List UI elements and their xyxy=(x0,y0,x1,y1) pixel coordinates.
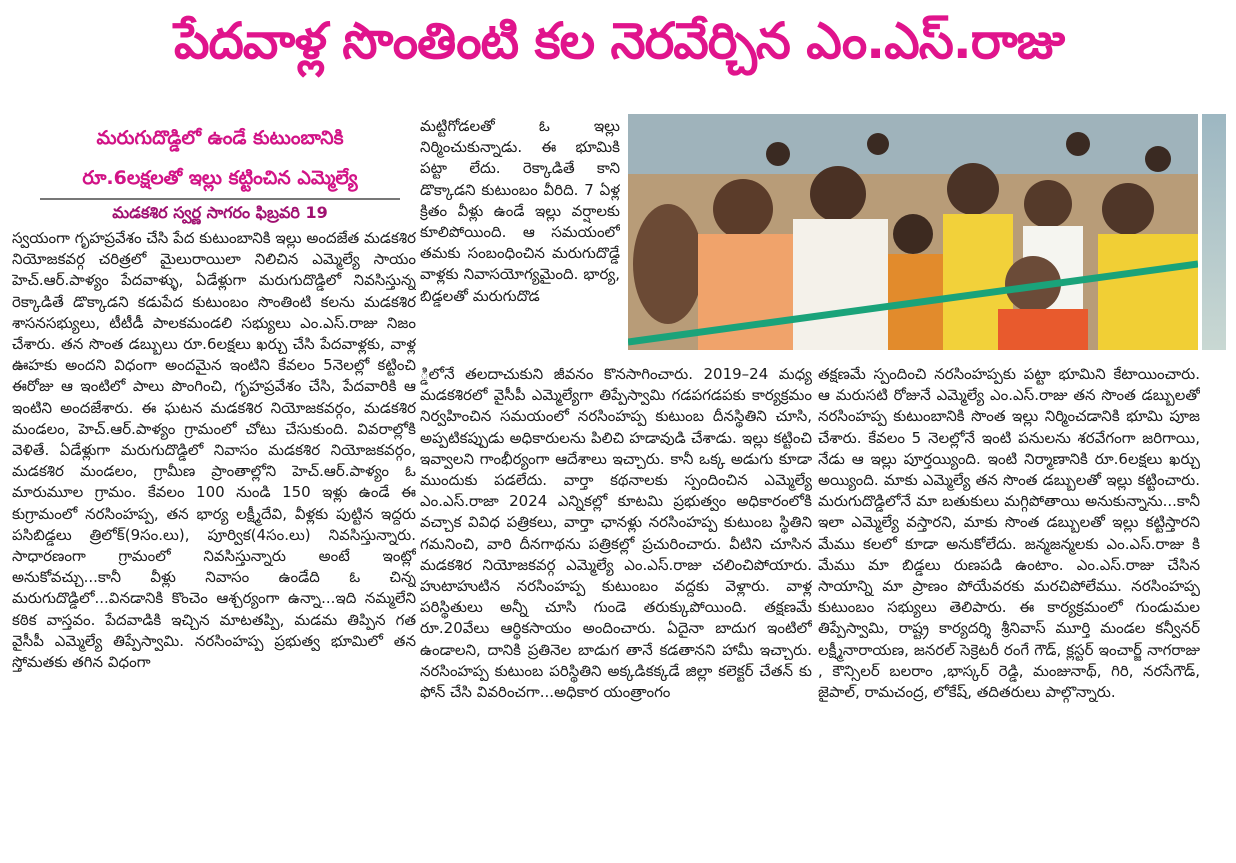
column-2-bottom-text: ్డిలోనే తలదాచుకుని జీవనం కొనసాగించారు. 2019–24 మధ్య మడకశిరలో వైసీపీ ఎమ్మెల్యేగా తిప్పేస్వామి గడపగడపకు కార్యక్రమం నిర్వహించిన సమయంలో నరసింహప్ప కుటుంబ దీనస్థితిని చూసి, అప్పటికప్పుడు అధికారులను పిలిచి హడావుడి చేశాడు. ఇల్లు కట్టించి ఇవ్వాలని గాంభీర్యంగా ఆదేశాలు ఇచ్చారు. కానీ ఒక్క అడుగు కూడా ముందుకు పడలేదు. వార్తా కథనాలకు స్పందించిన ఎమ్మెల్యే ఎం.ఎస్.రాజా 2024 ఎన్నికల్లో కూటమి ప్రభుత్వం అధికారంలోకి వచ్చాక వివిధ పత్రికలు, వార్తా ఛానళ్లు నరసింహప్ప కుటుంబ స్థితిని గమనించి, వారి దీనగాథను పత్రికల్లో ప్రచురించారు. వీటిని చూసిన మడకశిర నియోజకవర్గ ఎమ్మెల్యే ఎం.ఎస్.రాజు చలించిపోయారు. హుటాహుటిన నరసింహప్ప కుటుంబం వద్దకు వెళ్లారు. వాళ్ల పరిస్థితులు అన్నీ చూసి గుండె తరుక్కుపోయింది. తక్షణమే రూ.20వేలు ఆర్థికసాయం అందించారు. ఏదైనా బాదుగ ఇంటిలో ఉండాలని, దానికి ప్రతినెల బాడుగ తానే కడతానని హామీ ఇచ్చారు. నరసింహప్ప కుటుంబ పరిస్థితిని అక్కడికక్కడే జిల్లా కలెక్టర్ చేతన్ కు ఫోన్ చేసి వివరించగా...అధికార యంత్రాంగం xyxy=(420,365,812,702)
article-subheading xyxy=(40,118,400,198)
article-column-3 xyxy=(818,364,1200,858)
photo-illustration xyxy=(628,114,1198,350)
photo-edge-strip xyxy=(1202,114,1226,350)
article-column-1 xyxy=(12,228,416,858)
subheading-line-1: మరుగుదొడ్డిలో ఉండే కుటుంబానికి xyxy=(96,127,344,149)
column-3-text: తక్షణమే స్పందించి నరసింహప్పకు పట్టా భూమిని కేటాయించారు. ఆ మరుసటి రోజునే ఎమ్మెల్యే ఎం.ఎస్.రాజు తన సొంత డబ్బులతో నరసింహప్ప కుటుంబానికి సొంత ఇల్లు నిర్మించడానికి భూమి పూజ చేశారు. కేవలం 5 నెలల్లోనే ఇంటి పనులను శరవేగంగా జరిగాయి, నేడు ఆ ఇల్లు పూర్తయ్యింది. ఇంటి నిర్మాణానికి రూ.6లక్షలు ఖర్చు అయ్యింది. మాకు ఎమ్మెల్యే తన సొంత డబ్బులతో ఇల్లు కట్టించారు. మరుగుదొడ్డిలోనే మా బతుకులు మగ్గిపోతాయి అనుకున్నాను...కానీ ఇలా ఎమ్మెల్యే వస్తారని, మాకు సొంత డబ్బులతో ఇల్లు కట్టిస్తారని మేము కలలో కూడా అనుకోలేదు. జన్మజన్మలకు ఎం.ఎస్.రాజు కి మేము మా బిడ్డలు రుణపడి ఉంటాం. ఎం.ఎస్.రాజు చేసిన సాయాన్ని మా ప్రాణం పోయేవరకు మరచిపోలేము. నరసింహప్ప కుటుంబం సభ్యులు తెలిపారు. ఈ కార్యక్రమంలో గుండుమల తిప్పేస్వామి, రాష్ట్ర కార్యదర్శి శ్రీనివాస్ మూర్తి మండల కన్వీనర్ లక్ష్మీనారాయణ, జనరల్ సెక్రెటరీ రంగే గౌడ్, క్లస్టర్ ఇంచార్జ్ నాగరాజు , కౌన్సిలర్ బలరాం ,భాస్కర్ రెడ్డి, మంజునాథ్, గిరి, నరసేగౌడ్, జైపాల్, రామచంద్ర, లోకేష్, తదితరులు పాల్గొన్నారు. xyxy=(818,365,1200,702)
article-dateline: మడకశిర స్వర్ణ సాగరం ఫిబ్రవరి 19 xyxy=(40,198,400,228)
ribbon-cutting-photo xyxy=(628,114,1198,350)
column-2-top-text: మట్టిగోడలతో ఓ ఇల్లు నిర్మించుకున్నాడు. ఈ భూమికి పట్టా లేదు. రెక్కాడితే కాని డొక్కాడని కుటుంబం వీరిది. 7 ఏళ్ల క్రితం వీళ్లు ఉండే ఇల్లు వర్షాలకు కూలిపోయింది. ఆ సమయంలో తమకు సంబంధించిన మరుగుదొడ్డే వాళ్లకు నివాసయోగ్యమైంది. భార్య, బిడ్డలతో మరుగుదొడ xyxy=(420,117,620,305)
article-headline: పేదవాళ్ల సొంతింటి కల నెరవేర్చిన ఎం.ఎస్.రాజు xyxy=(173,12,1065,70)
subheading-line-2: రూ.6లక్షలతో ఇల్లు కట్టించిన ఎమ్మెల్యే xyxy=(82,167,358,189)
article-column-2-bottom xyxy=(420,364,812,858)
article-column-2-top xyxy=(420,116,620,364)
column-1-text: స్వయంగా గృహప్రవేశం చేసి పేద కుటుంబానికి ఇల్లు అందజేత మడకశిర నియోజకవర్గ చరిత్రలో మైలురాయిలా నిలిచిన ఎమ్మెల్యే సాయం హెచ్.ఆర్.పాళ్యం పేదవాళ్ళు, ఏడేళ్లుగా మరుగుదొడ్డిలో నివసిస్తున్న రెక్కాడితే డొక్కాడని కడుపేద కుటుంబం సొంతింటి కలను మడకశిర శాసనసభ్యులు, టీటీడీ పాలకమండలి సభ్యులు ఎం.ఎస్.రాజు నిజం చేశారు. తన సొంత డబ్బులు రూ.6లక్షలు ఖర్చు చేసి పేదవాళ్లకు, వాళ్ల ఊహకు అందని విధంగా అందమైన ఇంటిని కేవలం 5నెలల్లో కట్టించి ఈరోజు ఆ ఇంటిలో పాలు పొంగించి, గృహప్రవేశం చేసి, పేదవారికి ఆ ఇంటిని అందజేశారు. ఈ ఘటన మడకశిర నియోజకవర్గం, మడకశిర మండలం, హెచ్.ఆర్.పాళ్యం గ్రామంలో చోటు చేసుకుంది. వివరాల్లోకి వెళితే. ఏడేళ్లుగా మరుగుదొడ్డిలో నివాసం మడకశిర నియోజకవర్గం, మడకశిర మండలం, గ్రామీణ ప్రాంతాల్లోని హెచ్.ఆర్.పాళ్యం ఓ మారుమూల గ్రామం. కేవలం 100 నుండి 150 ఇళ్లు ఉండే ఈ కుగ్రామంలో నరసింహప్ప, తన భార్య లక్ష్మీదేవి, వీళ్లకు పుట్టిన ఇద్దరు పసిబిడ్డలు త్రిలోక్(9సం.లు), పూర్విక(4సం.లు) నివసిస్తున్నారు. సాధారణంగా గ్రామంలో నివసిస్తున్నారు అంటే ఇంట్లో అనుకోవచ్చు...కానీ వీళ్లు నివాసం ఉండేది ఓ చిన్న మరుగుదొడ్డిలో...వినడానికి కొంచెం ఆశ్చర్యంగా ఉన్నా...ఇది నమ్మలేని కఠిక వాస్తవం. పేదవాడికి ఇచ్చిన మాటతప్పి, మడమ తిప్పిన గత వైసీపీ ఎమ్మెల్యే తిప్పేస్వామి. నరసింహప్ప ప్రభుత్వ భూమిలో తన స్తోమతకు తగిన విధంగా xyxy=(12,229,416,672)
